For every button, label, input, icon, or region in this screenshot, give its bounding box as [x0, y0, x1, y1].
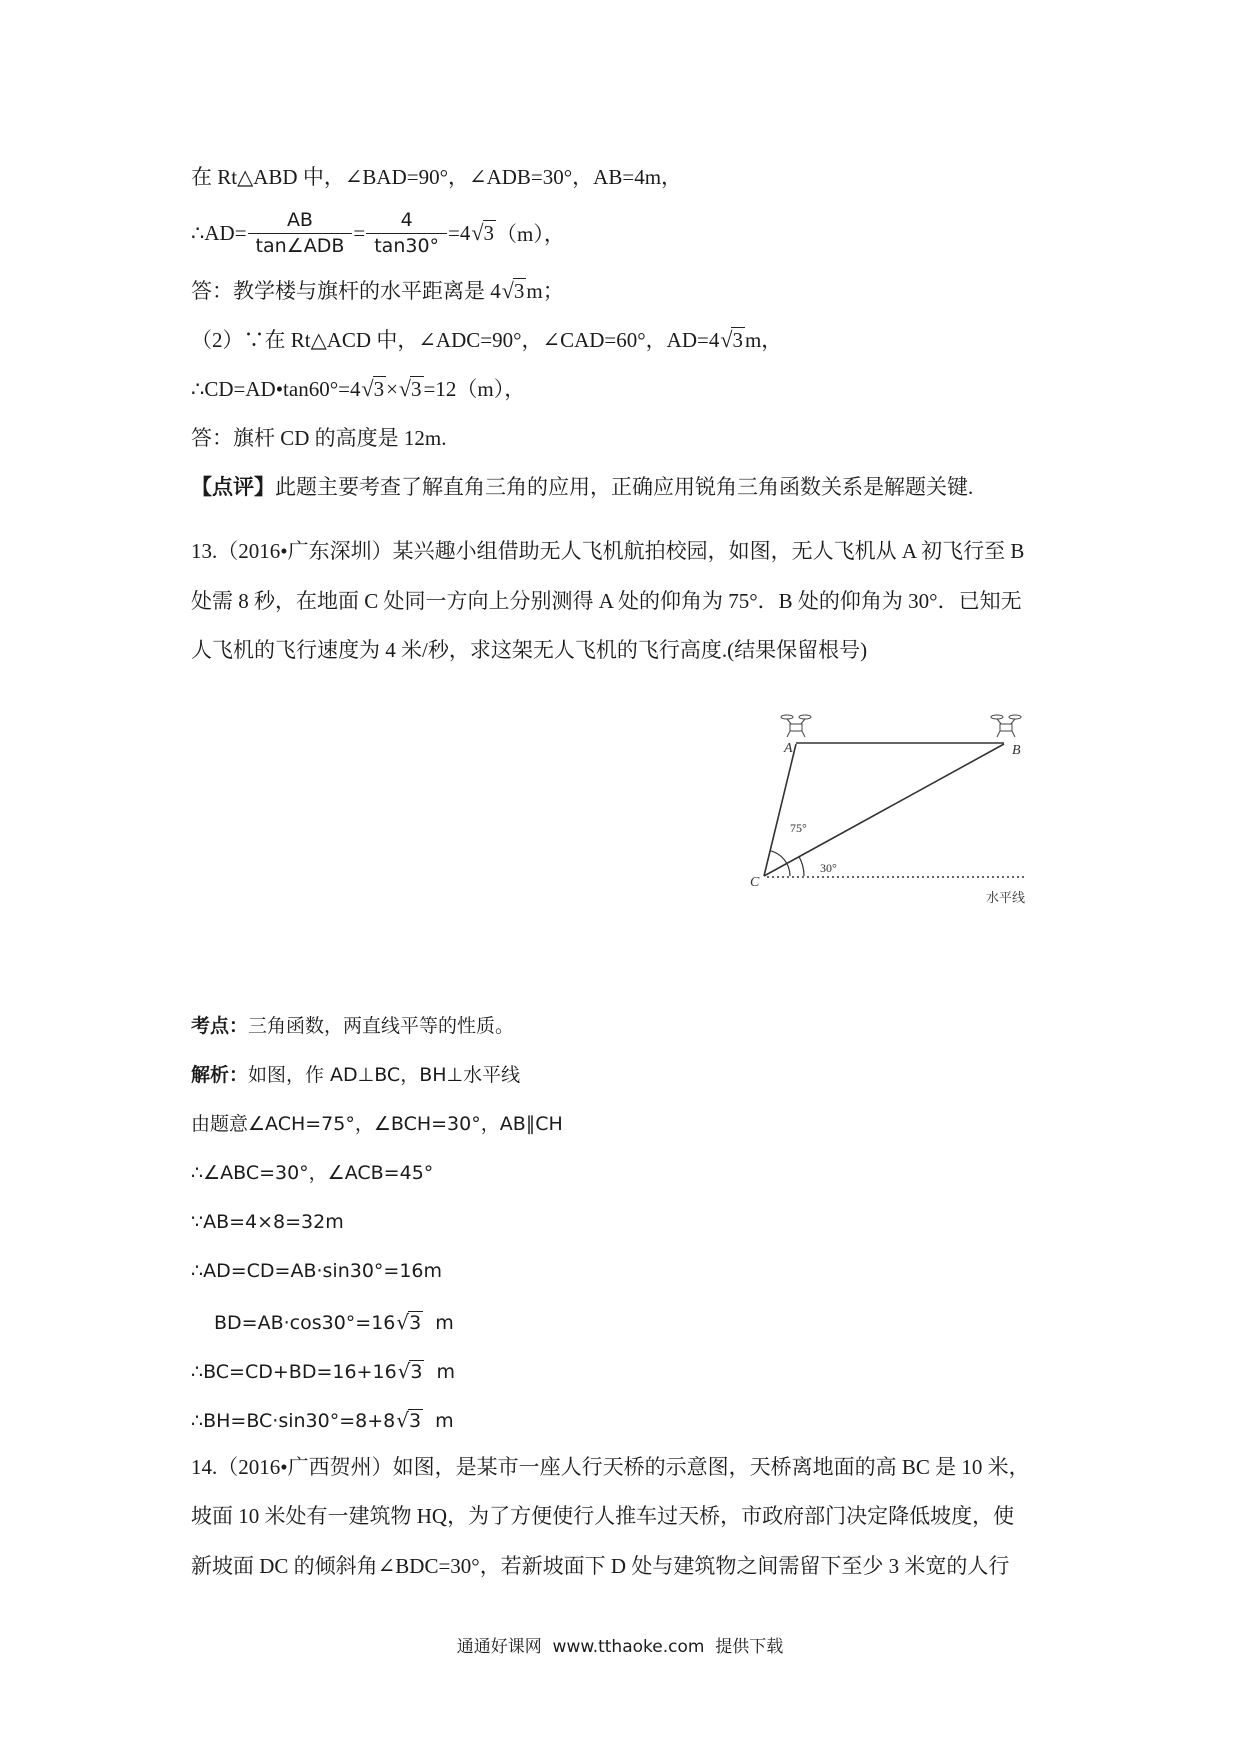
- sqrt-symbol: √: [471, 220, 484, 245]
- answer-13-line: [214, 1308, 454, 1336]
- answer-tag: 解析：: [191, 1064, 249, 1086]
- answer-text: 三角函数，两直线平等的性质。: [248, 1015, 515, 1037]
- answer-text: BD=AB·cos30°=16: [214, 1312, 396, 1334]
- drone-triangle-figure: [740, 700, 1040, 912]
- formula-text: （m），: [496, 222, 565, 246]
- answer-text: 如图，作 AD⊥BC，BH⊥水平线: [248, 1064, 521, 1086]
- answer-13-line: 由题意∠ACH=75°，∠BCH=30°，AB∥CH: [191, 1113, 563, 1135]
- comment-text: 此题主要考查了解直角三角的应用，正确应用锐角三角函数关系是解题关键.: [275, 475, 974, 499]
- text-line: 在 Rt△ABD 中，∠BAD=90°，∠ADB=30°，AB=4m，: [191, 165, 683, 189]
- angle-arc-75: [770, 851, 790, 876]
- fraction-denominator: tan∠ADB: [255, 234, 345, 257]
- answer-tag: 考点：: [191, 1015, 249, 1037]
- text-line: [191, 277, 564, 305]
- formula-text: =4: [448, 220, 471, 245]
- text-line: 答：旗杆 CD 的高度是 12m.: [191, 426, 447, 450]
- formula-line-ad: [191, 204, 565, 262]
- answer-13-line: [191, 1357, 455, 1385]
- point-label-c: C: [750, 875, 760, 890]
- answer-13-line: ∴AD=CD=AB·sin30°=16m: [191, 1260, 443, 1282]
- line-text: =12（m），: [423, 377, 526, 401]
- sqrt-symbol: √: [396, 1310, 410, 1334]
- fraction-numerator: AB: [248, 208, 353, 234]
- drone-icon: [991, 715, 1021, 737]
- angle-label-30: 30°: [820, 861, 837, 875]
- fraction: [366, 208, 447, 259]
- sqrt-symbol: √: [398, 376, 412, 401]
- sqrt-symbol: √: [720, 327, 733, 352]
- comment-line: [191, 473, 973, 501]
- question-14-line: 14.（2016•广西贺州）如图，是某市一座人行天桥的示意图，天桥离地面的高 BC 是 10 米，: [191, 1455, 1030, 1479]
- fraction: [248, 208, 353, 259]
- formula-text: ∴AD=: [191, 220, 247, 245]
- segment-cb: [764, 744, 1004, 876]
- sqrt-symbol: √: [397, 1359, 411, 1383]
- question-14-line: 新坡面 DC 的倾斜角∠BDC=30°，若新坡面下 D 处与建筑物之间需留下至少 3 米宽的人行: [191, 1554, 1010, 1578]
- answer-13-line: ∵AB=4×8=32m: [191, 1211, 344, 1233]
- point-label-a: A: [784, 741, 793, 756]
- comment-tag: 【点评】: [191, 475, 275, 499]
- radicand: 3: [513, 279, 525, 303]
- text-line: [191, 326, 782, 354]
- line-text: 答：教学楼与旗杆的水平距离是 4: [191, 279, 501, 303]
- point-label-b: B: [1012, 743, 1021, 758]
- radicand: 3: [483, 221, 494, 245]
- radicand: 3: [408, 1410, 422, 1432]
- fraction-numerator: 4: [366, 208, 447, 234]
- radicand: 3: [732, 328, 743, 352]
- question-13-line: 处需 8 秒，在地面 C 处同一方向上分别测得 A 处的仰角为 75°．B 处的仰角为 30°．已知无: [191, 589, 1022, 613]
- question-13-line: 13.（2016•广东深圳）某兴趣小组借助无人飞机航拍校园，如图，无人飞机从 A 初飞行至 B: [191, 539, 1025, 563]
- drone-icon: [781, 715, 811, 737]
- line-text: ∴CD=AD•tan60°=4: [191, 377, 361, 401]
- sqrt-symbol: √: [501, 278, 514, 303]
- radicand: 3: [411, 377, 422, 401]
- question-14-line: 坡面 10 米处有一建筑物 HQ，为了方便使行人推车过天桥，市政府部门决定降低坡度，使: [191, 1504, 1015, 1528]
- question-13-line: 人飞机的飞行速度为 4 米/秒，求这架无人飞机的飞行高度.(结果保留根号): [191, 638, 868, 662]
- line-text: （2）∵在 Rt△ACD 中，∠ADC=90°，∠CAD=60°，AD=4: [191, 328, 720, 352]
- angle-label-75: 75°: [790, 821, 807, 835]
- sqrt-symbol: √: [361, 376, 374, 401]
- answer-13-line: ∴∠ABC=30°，∠ACB=45°: [191, 1162, 434, 1184]
- answer-13-line: [191, 1012, 514, 1040]
- radicand: 3: [409, 1312, 422, 1334]
- line-text: ×: [386, 377, 398, 401]
- formula-text: =: [353, 220, 366, 245]
- sqrt-symbol: √: [396, 1408, 409, 1432]
- answer-text: m: [423, 1312, 454, 1334]
- page-footer: 通通好课网 www.tthaoke.com 提供下载: [456, 1637, 784, 1657]
- answer-text: m: [423, 1410, 454, 1432]
- answer-13-line: [191, 1061, 520, 1089]
- radicand: 3: [373, 377, 385, 401]
- answer-text: ∴BC=CD+BD=16+16: [191, 1361, 397, 1383]
- angle-arc-30: [799, 857, 804, 876]
- horizontal-line-label: 水平线: [986, 890, 1026, 905]
- answer-text: ∴BH=BC·sin30°=8+8: [191, 1410, 396, 1432]
- radicand: 3: [410, 1361, 423, 1383]
- text-line: [191, 375, 525, 403]
- answer-text: m: [424, 1361, 456, 1383]
- line-text: m；: [526, 279, 564, 303]
- line-text: m，: [744, 328, 783, 352]
- answer-13-line: [191, 1406, 454, 1434]
- fraction-denominator: tan30°: [374, 234, 440, 257]
